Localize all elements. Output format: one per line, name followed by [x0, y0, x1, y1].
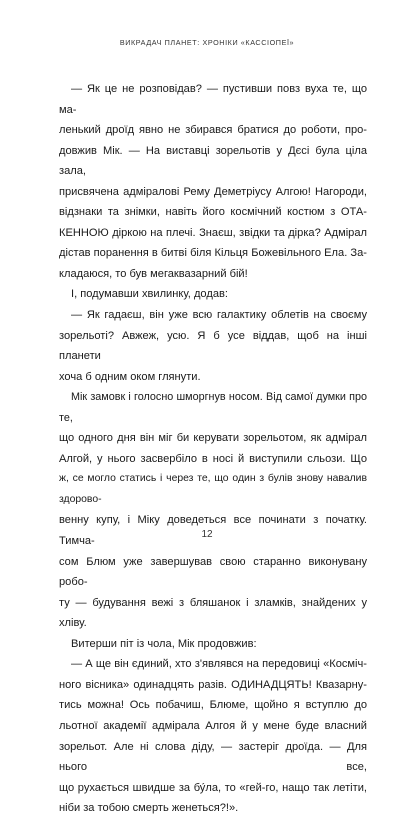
text-line: що рухається швидше за бу́ла, то «гей-го, нащо так летіти, [59, 781, 367, 794]
text-line: тись можна! Ось побачиш, Блюме, щойно я вступлю до [59, 699, 367, 712]
text-line: Витерши піт із чола, Мік продовжив: [71, 637, 257, 650]
text-line: сом Блюм уже завершував свою старанно виконувану робо- [59, 555, 367, 589]
page-number: 12 [201, 529, 213, 540]
text-line: зорельоті? Авжеж, усю. Я б усе віддав, щоб на інші планети [59, 329, 367, 363]
text-line: дістав поранення в битві біля Кільця Божевільного Ела. За- [59, 247, 367, 260]
text-line: льотної академії адмірала Алгоя й у мене буде власний [59, 719, 367, 732]
text-line: зорельот. Але ні слова діду, — застеріг дроїда. — Для нього все, [59, 740, 367, 774]
text-line: ного вісника» одинадцять разів. ОДИНАДЦЯТЬ! Квазарну- [59, 678, 367, 691]
text-line: відзнаки та знімки, навіть його космічний костюм з ОТА- [59, 206, 367, 219]
text-line: ленький дроїд явно не збирався братися до роботи, про- [59, 124, 367, 137]
text-line: — А ще він єдиний, хто з'являвся на передовиці «Косміч- [71, 658, 367, 671]
text-line: ніби за тобою смерть женеться?!». [59, 802, 239, 815]
running-head: ВИКРАДАЧ ПЛАНЕТ: ХРОНІКИ «КАССІОПЕЇ» [119, 38, 295, 47]
text-line: — Як це не розповідав? — пустивши повз вуха те, що ма- [59, 83, 367, 116]
text-line: хоча б одним оком глянути. [59, 370, 201, 383]
text-line: що одного дня він міг би керувати зорельотом, як адмірал [59, 432, 367, 445]
text-line: І, подумавши хвилинку, додав: [71, 288, 228, 301]
text-line: ту — будування вежі з бляшанок і зламків, знайдених у хліву. [59, 596, 367, 630]
text-line: — Як гадаєш, він уже всю галактику облетів на своєму [71, 309, 367, 322]
text-line: кладаюся, то був мегаквазарний бій! [59, 267, 248, 280]
body-text [59, 79, 367, 819]
text-line: Алгой, у нього засвербіло в носі й виступили сльози. Що [59, 452, 367, 465]
text-line: КЕННОЮ діркою на плечі. Знаєш, звідки та дірка? Адмірал [59, 226, 367, 239]
text-line: присвячена адміралові Рему Деметріусу Алгою! Нагороди, [59, 185, 367, 198]
text-line: Мік замовк і голосно шморгнув носом. Від самої думки про те, [59, 391, 367, 424]
text-line: венну купу, і Міку доведеться все починати з початку. Тимча- [59, 514, 367, 548]
text-line: ж, се могло статись і через те, що один з булів знову навалив здорово- [59, 473, 367, 505]
text-line: довжив Мік. — На виставці зорельотів у Дєсі була ціла зала, [59, 144, 367, 178]
